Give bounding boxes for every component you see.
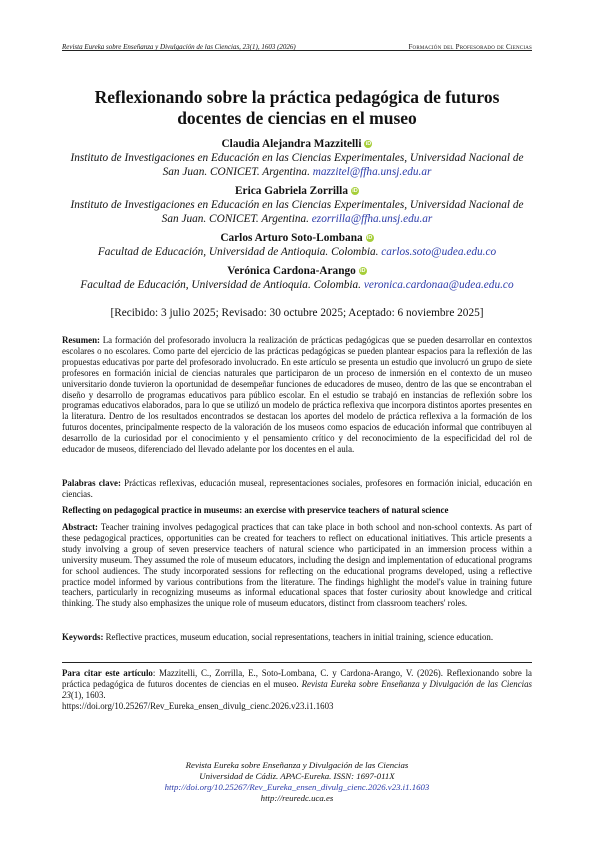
author-name: Verónica Cardona-Arango [227, 265, 356, 277]
journal-citation-header: Revista Eureka sobre Enseñanza y Divulgación de las Ciencias, 23(1), 1603 (2026) [62, 43, 296, 51]
submission-dates: [Recibido: 3 julio 2025; Revisado: 30 octubre 2025; Aceptado: 6 noviembre 2025] [110, 307, 484, 319]
keywords-en-text: Reflective practices, museum education, social representations, teachers in initial training, science education. [105, 632, 494, 642]
citation-divider [62, 662, 532, 663]
resumen-paragraph [62, 335, 532, 455]
resumen-text: La formación del profesorado involucra la realización de prácticas pedagógicas que se pueden desarrollar en contextos escolares o no escolares. Como parte del ejercicio de las prácticas pedagógicas se pueden plantear espacios para la reflexión de las propuestas educativas por parte del profesorado involucrado. En este artículo se presenta un estudio que involucró un grupo de siete profesores en formación inicial de ciencias naturales que participaron de un proceso de inmersión en el contexto de un museo universitario donde tuvieron la oportunidad de desempeñar funciones de educadores de museo, dentro de las que se encontraban el diseño y desarrollo de programas educativos para público escolar. En el estudio se trabajó en instancias de reflexión sobre los programas educativos elaborados, para lo que se utilizó un modelo de práctica reflexiva que incorpora distintos aportes presentes en la literatura. Dentro de los resultados encontrados se destacan los aportes del modelo de práctica reflexiva a la formación de los futuros docentes, principalmente respecto de la valoración de los museos como espacios de educación informal que contribuyen al desarrollo de la curiosidad por el conocimiento y el pensamiento crítico y del reconocimiento de la especificidad del rol de educador de museos, diferenciado del llevado adelante por los docentes en el aula. [62, 335, 532, 455]
author-affiliation: Instituto de Investigaciones en Educación en las Ciencias Experimentales, Universidad Nacional de San Juan. CONICET. Argentina. [70, 152, 524, 178]
footer-publisher: Universidad de Cádiz. APAC-Eureka. ISSN: 1697-011X [199, 771, 395, 781]
orcid-icon[interactable]: iD [366, 235, 373, 241]
orcid-icon[interactable]: iD [365, 141, 372, 147]
abstract-text: Teacher training involves pedagogical practices that can take place in both school and non-school contexts. As part of these pedagogical practices, opportunities can be created for teachers to reflect on educational initiatives. This article presents a study involving a group of seven preservice teachers of natural science who participated in an immersion process within a university museum. They assumed the role of museum educators, including the design and implementation of educational programs for school audiences. The study incorporated sessions for reflecting on the educational programs developed, using a reflective practice model informed by various contributions from the literature. The findings highlight the model's value in training future teachers, particularly in recognizing museums as informal educational spaces that foster curiosity about knowledge and critical thinking. The study also emphasizes the unique role of museum educators, distinct from classroom teachers' roles. [62, 522, 532, 609]
orcid-icon[interactable]: iD [360, 268, 366, 274]
author-email-link[interactable]: veronica.cardonaa@udea.edu.co [363, 279, 514, 291]
author-email-link[interactable]: ezorrilla@ffha.unsj.edu.ar [311, 213, 433, 225]
author-affiliation: Facultad de Educación, Universidad de Antioquia. Colombia. [97, 246, 379, 258]
author-block [62, 264, 532, 292]
author-block [62, 231, 532, 259]
author-name: Claudia Alejandra Mazzitelli [221, 138, 362, 150]
author-affiliation: Instituto de Investigaciones en Educación en las Ciencias Experimentales, Universidad Nacional de San Juan. CONICET. Argentina. [70, 199, 524, 225]
keywords-es-paragraph [62, 478, 532, 500]
author-email-link[interactable]: carlos.soto@udea.edu.co [381, 246, 497, 258]
author-block [62, 184, 532, 226]
citation-paragraph [62, 668, 532, 712]
section-header: Formación del Profesorado de Ciencias [408, 43, 532, 51]
citation-issue: (1), 1603. [70, 689, 106, 700]
orcid-icon[interactable]: iD [352, 188, 358, 194]
header-divider [62, 50, 532, 51]
footer-doi-link[interactable]: http://doi.org/10.25267/Rev_Eureka_ensen_divulg_cienc.2026.v23.i1.1603 [164, 782, 430, 792]
abstract-label: Abstract: [62, 522, 98, 532]
footer-journal-name: Revista Eureka sobre Enseñanza y Divulgación de las Ciencias [185, 760, 409, 770]
author-email-link[interactable]: mazzitel@ffha.unsj.edu.ar [312, 166, 432, 178]
citation-doi-link[interactable]: https://doi.org/10.25267/Rev_Eureka_ensen_divulg_cienc.2026.v23.i1.1603 [62, 700, 334, 711]
author-list [62, 137, 532, 297]
citation-label: Para citar este artículo [62, 668, 153, 678]
english-title: Reflecting on pedagogical practice in museums: an exercise with preservice teachers of natural science [62, 505, 449, 515]
abstract-paragraph [62, 522, 532, 609]
resumen-label: Resumen: [62, 335, 100, 345]
article-title: Reflexionando sobre la práctica pedagógica de futuros docentes de ciencias en el museo [94, 87, 500, 128]
author-name: Erica Gabriela Zorrilla [235, 185, 348, 197]
footer-site-link[interactable]: http://reuredc.uca.es [260, 793, 334, 803]
citation-journal: Revista Eureka sobre Enseñanza y Divulgación de las Ciencias 23 [62, 678, 533, 700]
author-block [62, 137, 532, 179]
citation-text: : Mazzitelli, C., Zorrilla, E., Soto-Lombana, C. y Cardona-Arango, V. (2026). Reflexionando sobre la práctica pedagógica de futuros docentes de ciencias en el museo. [62, 668, 532, 689]
author-name: Carlos Arturo Soto-Lombana [220, 232, 363, 244]
page-footer [62, 760, 532, 804]
keywords-en-label: Keywords: [62, 632, 104, 642]
keywords-en-paragraph [62, 632, 532, 643]
author-affiliation: Facultad de Educación, Universidad de Antioquia. Colombia. [80, 279, 361, 291]
keywords-es-text: Prácticas reflexivas, educación museal, representaciones sociales, profesores en formación inicial, educación en ciencias. [62, 478, 533, 499]
keywords-es-label: Palabras clave: [62, 478, 121, 488]
